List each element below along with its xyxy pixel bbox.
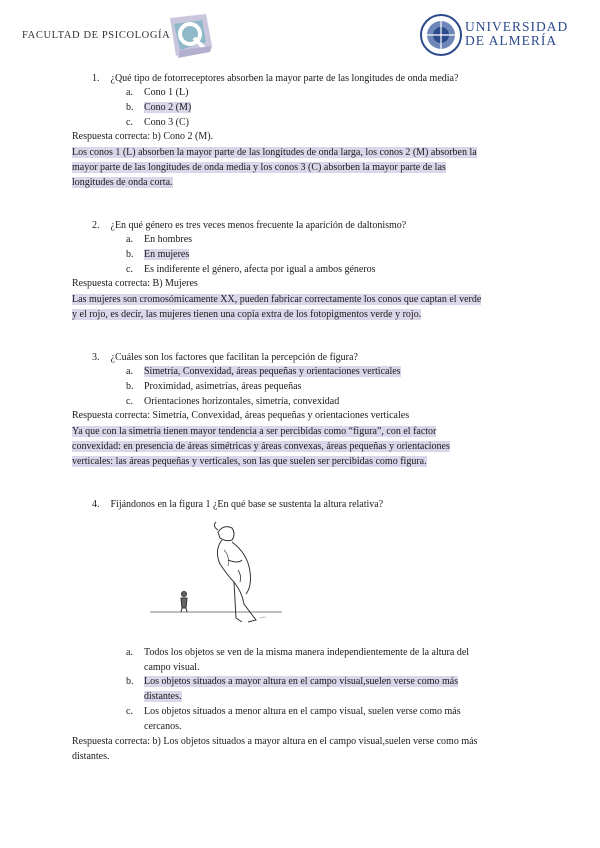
option-b <box>126 101 191 115</box>
option-c <box>126 395 339 409</box>
question-number: 3. <box>92 352 100 363</box>
explanation-line: verticales: las áreas pequeñas y verticales, son las que suelen ser percibidas como figura. <box>72 456 427 467</box>
explanation-line: mayor parte de las longitudes de onda media y los conos 3 (C) absorben la mayor parte de las <box>72 162 446 173</box>
answer-line: distantes. <box>72 751 110 762</box>
university-name <box>465 20 568 48</box>
answer-3: Respuesta correcta: Simetría, Convexidad, áreas pequeñas y orientaciones verticales <box>72 410 410 421</box>
option-b <box>126 675 524 704</box>
explanation-line: y el rojo, es decir, las mujeres tienen una copia extra de los fotopigmentos verde y rojo. <box>72 309 422 320</box>
option-b <box>126 380 301 394</box>
option-text: Cono 1 (L) <box>144 87 189 98</box>
option-text-line: distantes. <box>144 690 182 702</box>
option-a <box>126 365 401 379</box>
option-text: Es indiferente el género, afecta por igual a ambos géneros <box>144 264 376 275</box>
answer-line: Respuesta correcta: b) Los objetos situados a mayor altura en el campo visual,suelen verse como más <box>72 736 478 747</box>
explanation-line: Ya que con la simetría tienen mayor tendencia a ser percibidas como “figura”, con el factor <box>72 426 437 437</box>
question-number: 4. <box>92 499 100 510</box>
option-letter: c. <box>126 117 133 128</box>
option-text-line: cercanos. <box>144 720 182 732</box>
answer-2: Respuesta correcta: B) Mujeres <box>72 278 198 289</box>
question-number: 1. <box>92 73 100 84</box>
question-2 <box>92 219 406 233</box>
option-text: Cono 2 (M) <box>144 102 192 113</box>
option-letter: b. <box>126 102 134 113</box>
university-line-1: UNIVERSIDAD <box>465 19 569 34</box>
sketch-signature: ~~ <box>259 614 267 622</box>
option-a <box>126 233 192 247</box>
option-a <box>126 86 188 100</box>
question-text: ¿En qué género es tres veces menos frecuente la aparición de daltonismo? <box>110 220 407 231</box>
option-letter: a. <box>126 366 133 377</box>
question-text: ¿Cuáles son los factores que facilitan la percepción de figura? <box>110 352 358 363</box>
option-letter: b. <box>126 676 134 687</box>
option-text: Simetría, Convexidad, áreas pequeñas y orientaciones verticales <box>144 366 401 377</box>
question-1 <box>92 72 458 86</box>
option-letter: b. <box>126 381 134 392</box>
answer-4 <box>72 734 532 764</box>
option-letter: c. <box>126 706 133 717</box>
option-a <box>126 646 524 675</box>
option-text: En hombres <box>144 234 193 245</box>
explanation-2 <box>72 292 532 322</box>
option-text-line: campo visual. <box>144 661 200 673</box>
question-text: ¿Qué tipo de fotorreceptores absorben la mayor parte de las longitudes de onda media? <box>110 73 459 84</box>
option-c <box>126 263 376 277</box>
option-letter: b. <box>126 249 134 260</box>
option-c <box>126 705 524 734</box>
question-3 <box>92 351 358 365</box>
option-c <box>126 116 189 130</box>
option-letter: a. <box>126 87 133 98</box>
option-text: Orientaciones horizontales, simetría, convexidad <box>144 396 340 407</box>
option-letter: a. <box>126 234 133 245</box>
answer-1: Respuesta correcta: b) Cono 2 (M). <box>72 131 214 142</box>
option-letter: a. <box>126 647 133 658</box>
large-person-icon <box>214 522 256 622</box>
explanation-line: longitudes de onda corta. <box>72 177 173 188</box>
option-letter: c. <box>126 396 133 407</box>
university-line-2: DE ALMERÍA <box>465 33 558 48</box>
option-text-line: Los objetos situados a menor altura en el campo visual, suelen verse como más <box>144 706 461 717</box>
faculty-name: FACULTAD DE PSICOLOGÍA <box>22 30 171 41</box>
option-b <box>126 248 189 262</box>
option-text: Proximidad, asimetrías, áreas pequeñas <box>144 381 302 392</box>
explanation-3 <box>72 424 532 469</box>
faculty-logo-icon <box>166 12 216 65</box>
option-text-line: Los objetos situados a mayor altura en el campo visual,suelen verse como más <box>144 676 459 687</box>
page-header <box>0 0 600 62</box>
question-number: 2. <box>92 220 100 231</box>
explanation-1 <box>72 145 532 190</box>
option-text: Cono 3 (C) <box>144 117 189 128</box>
explanation-line: Los conos 1 (L) absorben la mayor parte de las longitudes de onda larga, los conos 2 (M) absorben la <box>72 147 477 158</box>
question-4 <box>92 498 383 512</box>
explanation-line: convexidad: en presencia de áreas simétricas y áreas convexas, áreas pequeñas y orientaciones <box>72 441 450 452</box>
option-text-line: Todos los objetos se ven de la misma manera independientemente de la altura del <box>144 647 470 658</box>
explanation-line: Las mujeres son cromosómicamente XX, pueden fabricar correctamente los conos que captan el verde <box>72 294 482 305</box>
option-letter: c. <box>126 264 133 275</box>
figure-1-sketch <box>150 520 290 641</box>
university-seal-icon <box>420 14 462 61</box>
question-text: Fijándonos en la figura 1 ¿En qué base se sustenta la altura relativa? <box>110 499 384 510</box>
option-text: En mujeres <box>144 249 190 260</box>
small-person-icon <box>181 592 187 613</box>
